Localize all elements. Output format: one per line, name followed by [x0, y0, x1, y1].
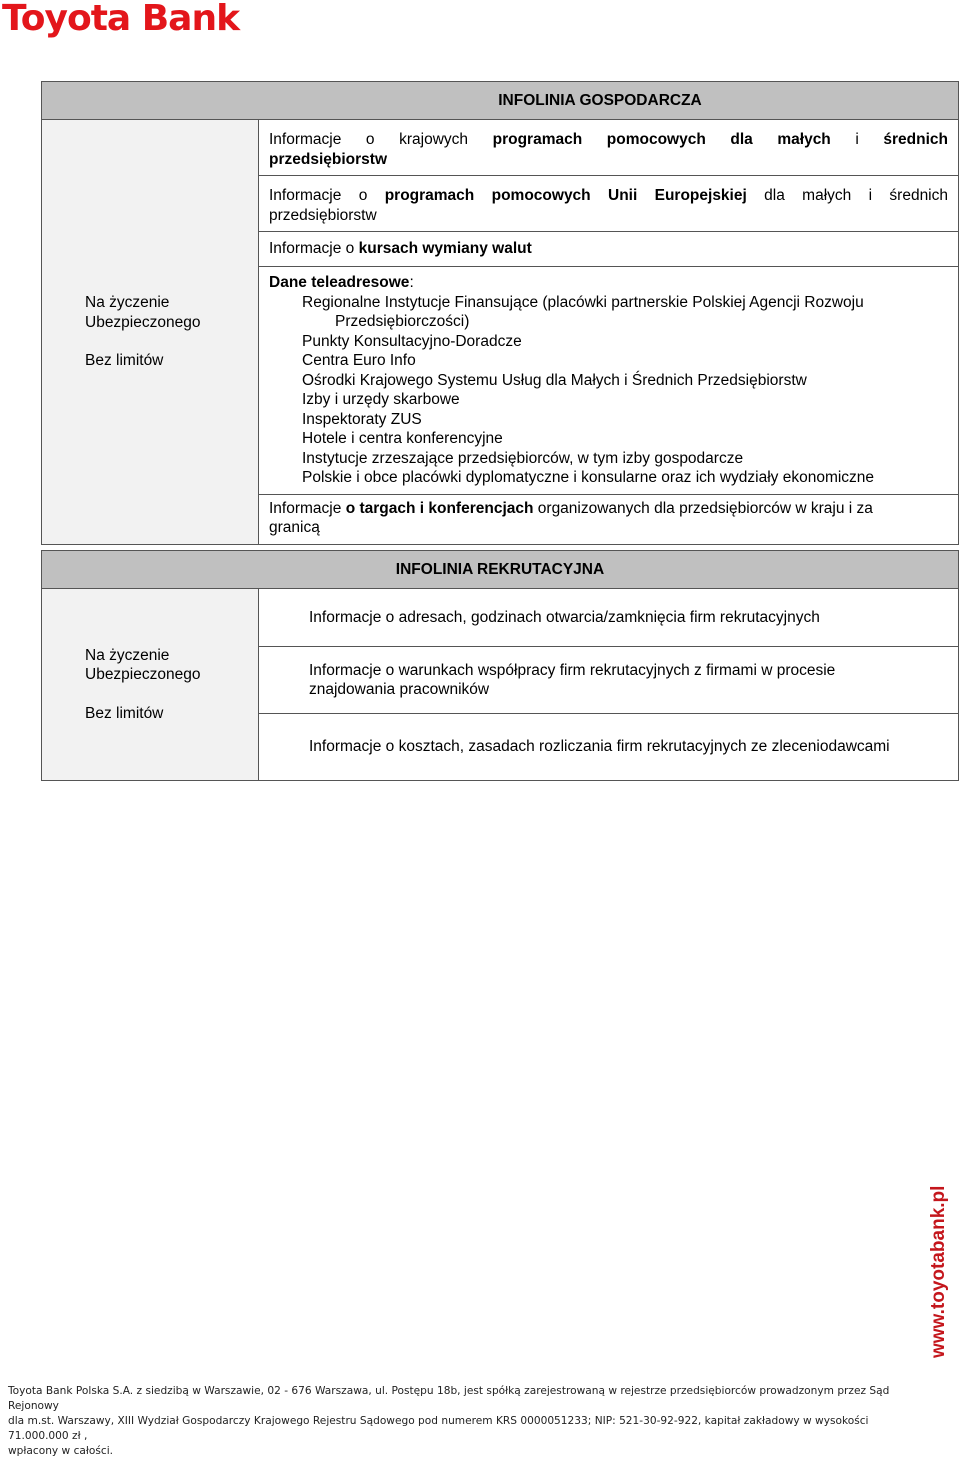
info-row-1 [259, 120, 959, 176]
contact-item: Punkty Konsultacyjno-Doradcze [302, 332, 522, 350]
side-line-2: Ubezpieczonego [85, 666, 201, 684]
side-line-1: Na życzenie [85, 294, 170, 311]
row-text-bold: przedsiębiorstw [269, 150, 387, 168]
side-line-3: Bez limitów [85, 352, 164, 369]
row-text-bold: dla [730, 131, 753, 148]
row-text: dla małych i średnich [764, 187, 949, 204]
side-label [42, 120, 259, 545]
row-text: granicą [269, 519, 320, 536]
row-text: przedsiębiorstw [269, 206, 377, 224]
info-row-3 [259, 232, 959, 267]
side-line-2: Ubezpieczonego [85, 313, 201, 331]
section-title: INFOLINIA GOSPODARCZA [42, 82, 959, 120]
info-row-2 [259, 176, 959, 232]
contact-item: Polskie i obce placówki dyplomatyczne i konsularne oraz ich wydziały ekonomiczne [302, 469, 875, 486]
row-text-bold: programach pomocowych Unii Europejskiej [384, 187, 747, 204]
side-line-3: Bez limitów [85, 704, 164, 722]
contact-item: Hotele i centra konferencyjne [302, 430, 503, 447]
row-text: Informacje o warunkach współpracy firm rekrutacyjnych z firmami w procesie [309, 661, 836, 679]
contacts-heading-colon: : [409, 274, 414, 291]
row-text-bold: kursach wymiany walut [358, 240, 532, 257]
info-row-4-contacts [259, 267, 959, 495]
contact-item-continuation: Przedsiębiorczości) [335, 313, 470, 330]
row-text: Informacje [269, 499, 342, 517]
contact-item: Regionalne Instytucje Finansujące (placówki partnerskie Polskiej Agencji Rozwoju [302, 293, 864, 311]
row-text-bold: o targach i konferencjach [345, 499, 534, 517]
row-text-bold: średnich [883, 131, 948, 148]
recruit-row-1: Informacje o adresach, godzinach otwarcia/zamknięcia firm rekrutacyjnych [259, 589, 959, 647]
logo-text: Toyota Bank [2, 0, 240, 39]
footer-line: wpłacony w całości. [8, 1445, 114, 1457]
contact-item: Instytucje zrzeszające przedsiębiorców, w tym izby gospodarcze [302, 449, 744, 467]
row-text-bold: małych [777, 131, 831, 148]
row-text: Informacje o krajowych [269, 131, 469, 148]
contact-item: Izby i urzędy skarbowe [302, 391, 460, 408]
section-header-row [42, 82, 959, 120]
contact-item: Centra Euro Info [302, 352, 416, 369]
footer-legal [8, 1384, 908, 1459]
recruit-row-2 [259, 647, 959, 714]
infolinia-gospodarcza-table [41, 81, 959, 545]
footer-line: Toyota Bank Polska S.A. z siedzibą w Warszawie, 02 - 676 Warszawa, ul. Postępu 18b, jest spółką zarejestrowaną w rejestrze przedsiębiorców prowadzonym przez Sąd Rejonowy [8, 1385, 890, 1412]
toyota-bank-logo [2, 0, 262, 40]
recruit-row-3: Informacje o kosztach, zasadach rozliczania firm rekrutacyjnych ze zleceniodawcami [259, 714, 959, 781]
footer-line: dla m.st. Warszawy, XIII Wydział Gospodarczy Krajowego Rejestru Sądowego pod numerem KRS 0000051233; NIP: 521-30-92-922, kapitał zakładowy w wysokości 71.000.000 zł , [8, 1415, 869, 1442]
section-title: INFOLINIA REKRUTACYJNA [42, 551, 959, 589]
section-header-row [42, 551, 959, 589]
info-row-5 [259, 494, 959, 544]
website-url: www.toyotabank.pl [928, 1185, 949, 1358]
contact-item: Ośrodki Krajowego Systemu Usług dla Małych i Średnich Przedsiębiorstw [302, 371, 807, 389]
row-text: znajdowania pracowników [309, 681, 490, 698]
side-label [42, 589, 259, 781]
side-line-1: Na życzenie [85, 646, 170, 664]
row-text: Informacje o [269, 187, 368, 204]
infolinia-rekrutacyjna-table [41, 550, 959, 781]
row-text: i [855, 131, 859, 148]
row-text: Informacje o [269, 240, 355, 257]
row-text: organizowanych dla przedsiębiorców w kraju i za [537, 499, 873, 517]
row-text-bold: programach pomocowych [492, 131, 706, 148]
contact-item: Inspektoraty ZUS [302, 410, 422, 428]
contacts-heading: Dane teleadresowe [269, 274, 410, 291]
